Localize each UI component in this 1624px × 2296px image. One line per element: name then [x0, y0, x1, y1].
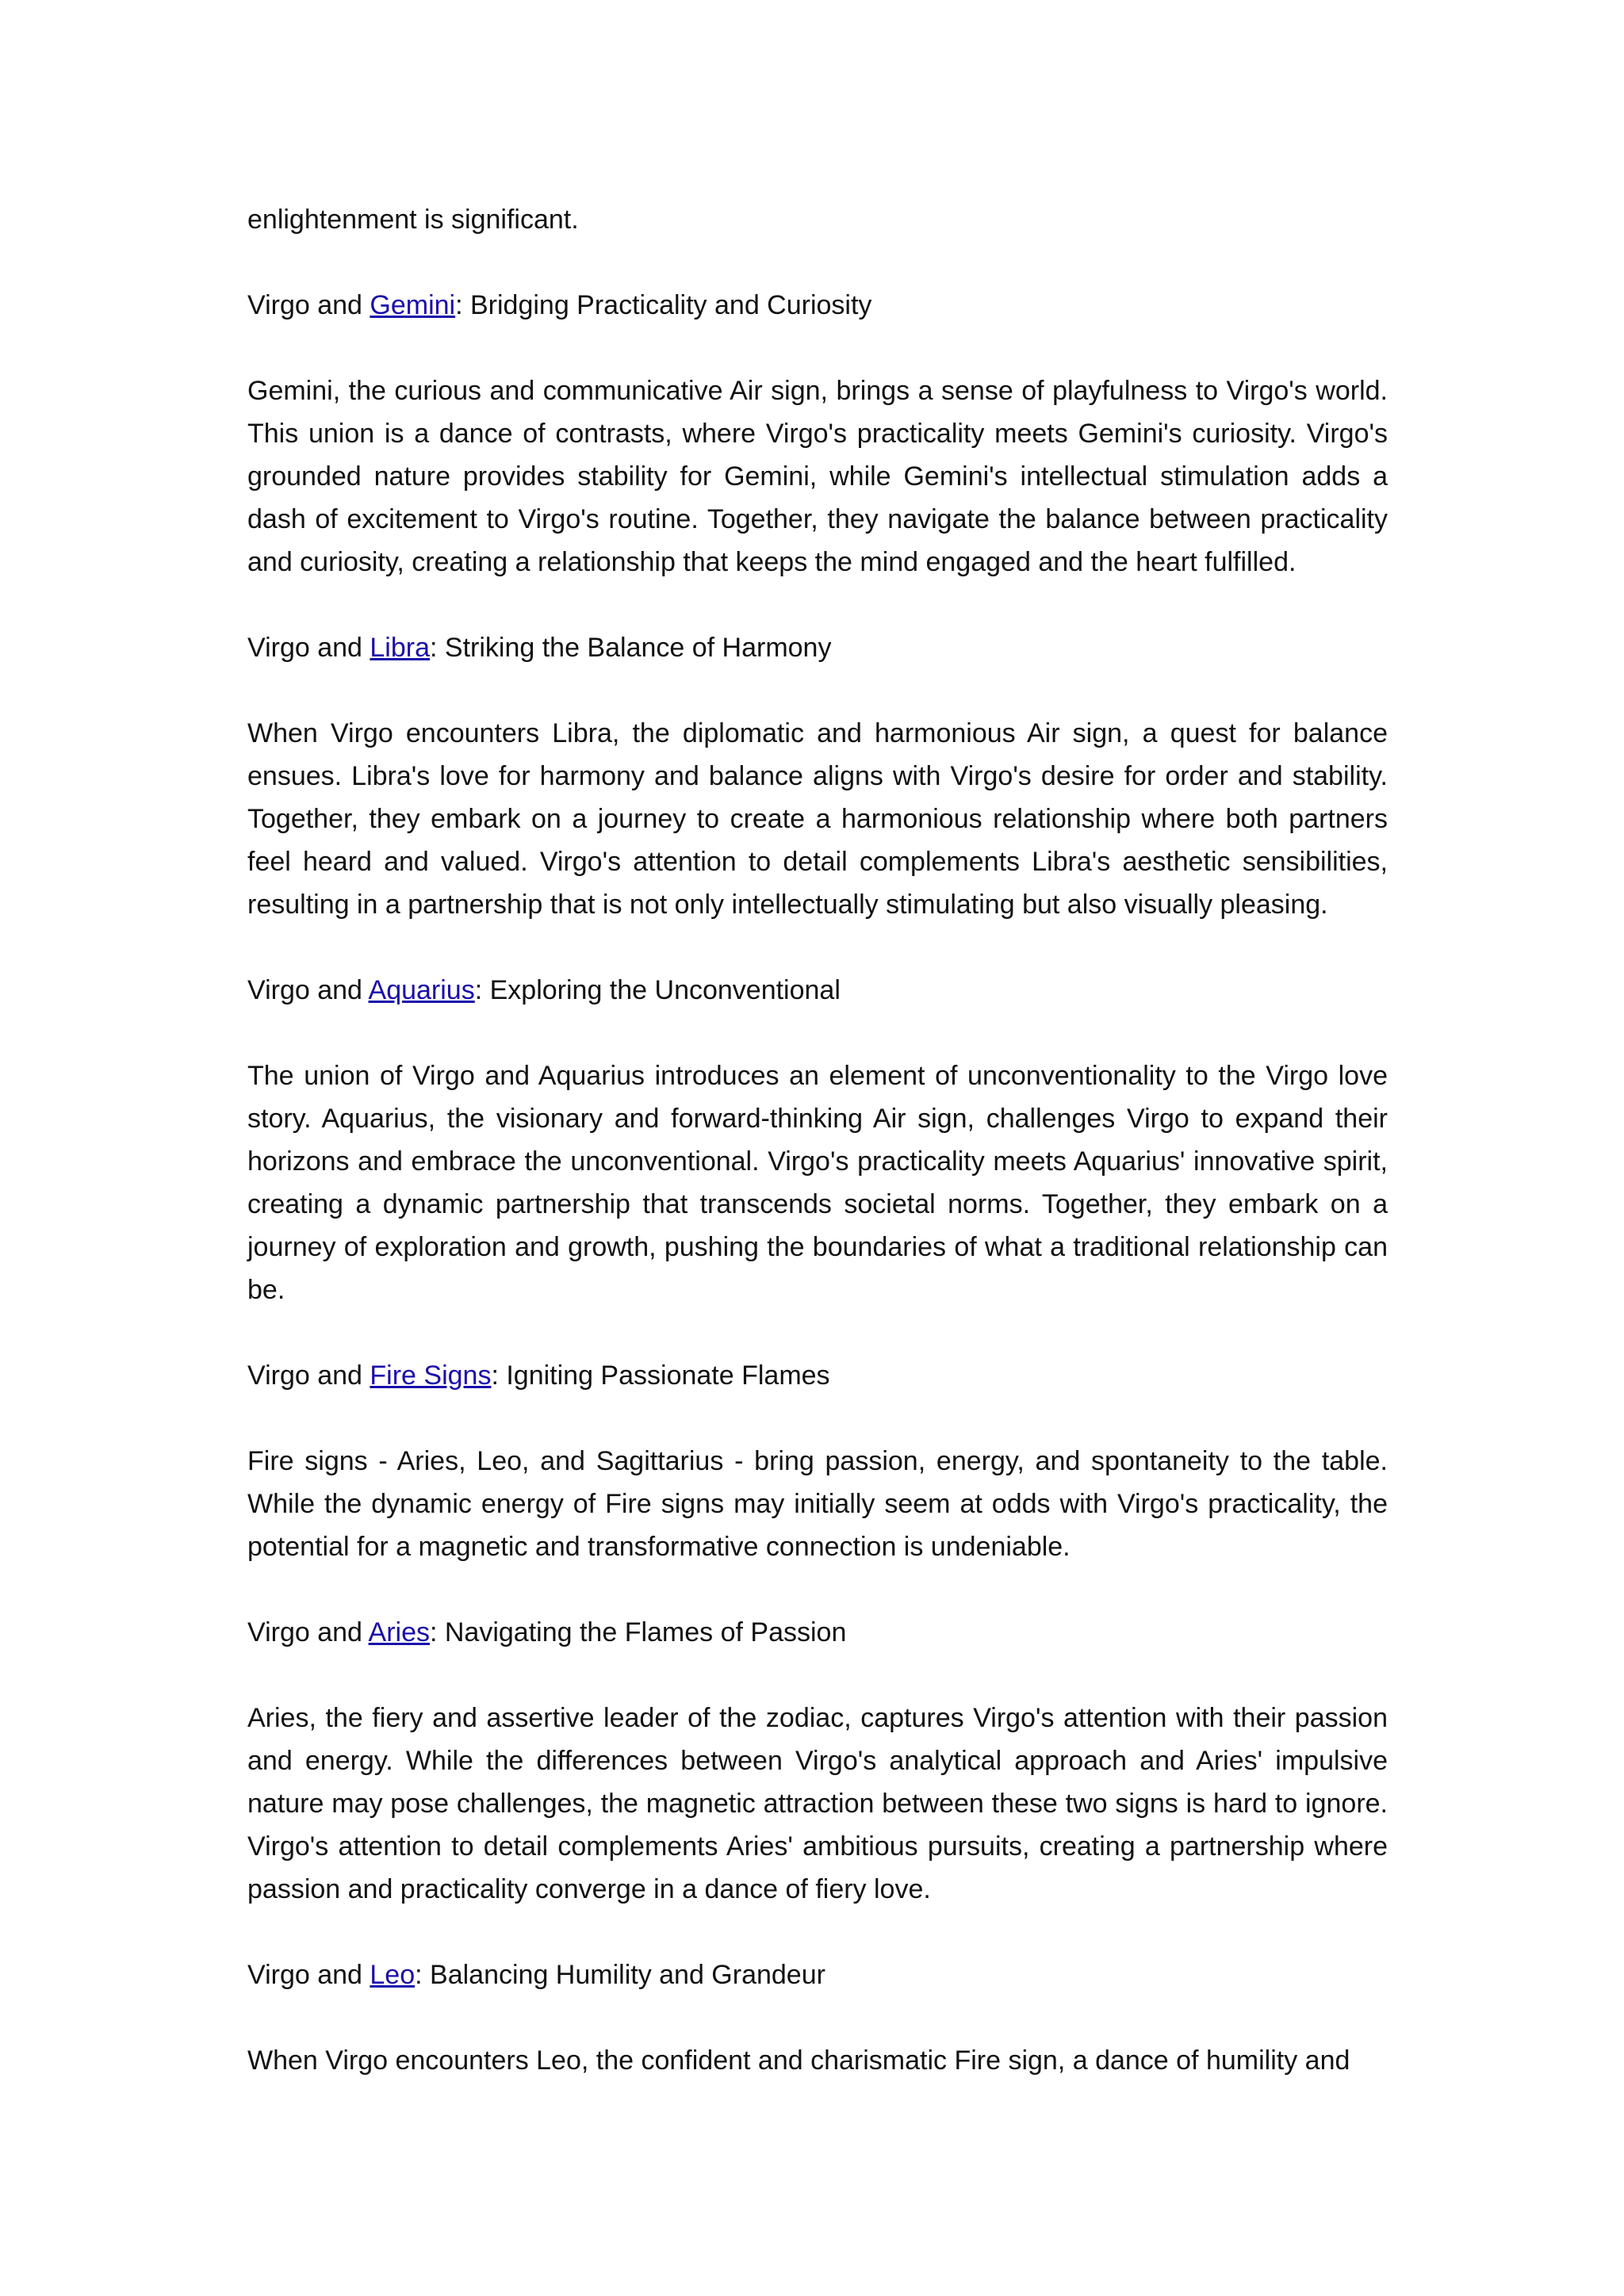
- section-heading-fire-signs: [247, 1354, 1388, 1397]
- heading-suffix: : Navigating the Flames of Passion: [429, 1617, 847, 1647]
- link-gemini[interactable]: Gemini: [370, 290, 456, 320]
- paragraph: When Virgo encounters Libra, the diplomatic and harmonious Air sign, a quest for balance ensues. Libra's love for harmony and balance aligns with Virgo's desire for order and stability. Together, they embark on a journey to create a harmonious relationship where both partners feel heard and valued. Virgo's attention to detail complements Libra's aesthetic sensibilities, resulting in a partnership that is not only intellectually stimulating but also visually pleasing.: [247, 718, 1388, 920]
- heading-prefix: Virgo and: [247, 1960, 370, 1990]
- heading-suffix: : Igniting Passionate Flames: [491, 1360, 830, 1391]
- link-aries[interactable]: Aries: [368, 1617, 430, 1647]
- heading-suffix: : Striking the Balance of Harmony: [430, 633, 832, 663]
- section-heading-gemini: [247, 284, 1388, 327]
- heading-prefix: Virgo and: [247, 1360, 370, 1391]
- section-heading-aquarius: [247, 969, 1388, 1012]
- link-libra[interactable]: Libra: [370, 633, 430, 663]
- link-leo[interactable]: Leo: [370, 1960, 416, 1990]
- section-heading-leo: [247, 1954, 1388, 1996]
- paragraph: When Virgo encounters Leo, the confident and charismatic Fire sign, a dance of humility and: [247, 2045, 1350, 2076]
- heading-suffix: : Balancing Humility and Grandeur: [415, 1960, 825, 1990]
- section-heading-aries: [247, 1611, 1388, 1654]
- heading-prefix: Virgo and: [247, 1617, 369, 1647]
- paragraph: The union of Virgo and Aquarius introduces an element of unconventionality to the Virgo love story. Aquarius, the visionary and forward-thinking Air sign, challenges Virgo to expand their horizons and embrace the unconventional. Virgo's practicality meets Aquarius' innovative spirit, creating a dynamic partnership that transcends societal norms. Together, they embark on a journey of exploration and growth, pushing the boundaries of what a traditional relationship can be.: [247, 1061, 1388, 1305]
- paragraph: enlightenment is significant.: [247, 205, 579, 235]
- section-heading-libra: [247, 626, 1388, 669]
- paragraph: Gemini, the curious and communicative Air sign, brings a sense of playfulness to Virgo's world. This union is a dance of contrasts, where Virgo's practicality meets Gemini's curiosity. Virgo's grounded nature provides stability for Gemini, while Gemini's intellectual stimulation adds a dash of excitement to Virgo's routine. Together, they navigate the balance between practicality and curiosity, creating a relationship that keeps the mind engaged and the heart fulfilled.: [247, 376, 1388, 577]
- heading-prefix: Virgo and: [247, 633, 370, 663]
- document-page: [247, 198, 1388, 2125]
- heading-prefix: Virgo and: [247, 975, 369, 1005]
- paragraph: Aries, the fiery and assertive leader of the zodiac, captures Virgo's attention with their passion and energy. While the differences between Virgo's analytical approach and Aries' impulsive nature may pose challenges, the magnetic attraction between these two signs is hard to ignore. Virgo's attention to detail complements Aries' ambitious pursuits, creating a partnership where passion and practicality converge in a dance of fiery love.: [247, 1703, 1388, 1904]
- link-fire-signs[interactable]: Fire Signs: [370, 1360, 492, 1391]
- heading-suffix: : Bridging Practicality and Curiosity: [455, 290, 872, 320]
- link-aquarius[interactable]: Aquarius: [368, 975, 475, 1005]
- paragraph: Fire signs - Aries, Leo, and Sagittarius - bring passion, energy, and spontaneity to the table. While the dynamic energy of Fire signs may initially seem at odds with Virgo's practicality, the potential for a magnetic and transformative connection is undeniable.: [247, 1446, 1388, 1562]
- heading-suffix: : Exploring the Unconventional: [474, 975, 841, 1005]
- heading-prefix: Virgo and: [247, 290, 370, 320]
